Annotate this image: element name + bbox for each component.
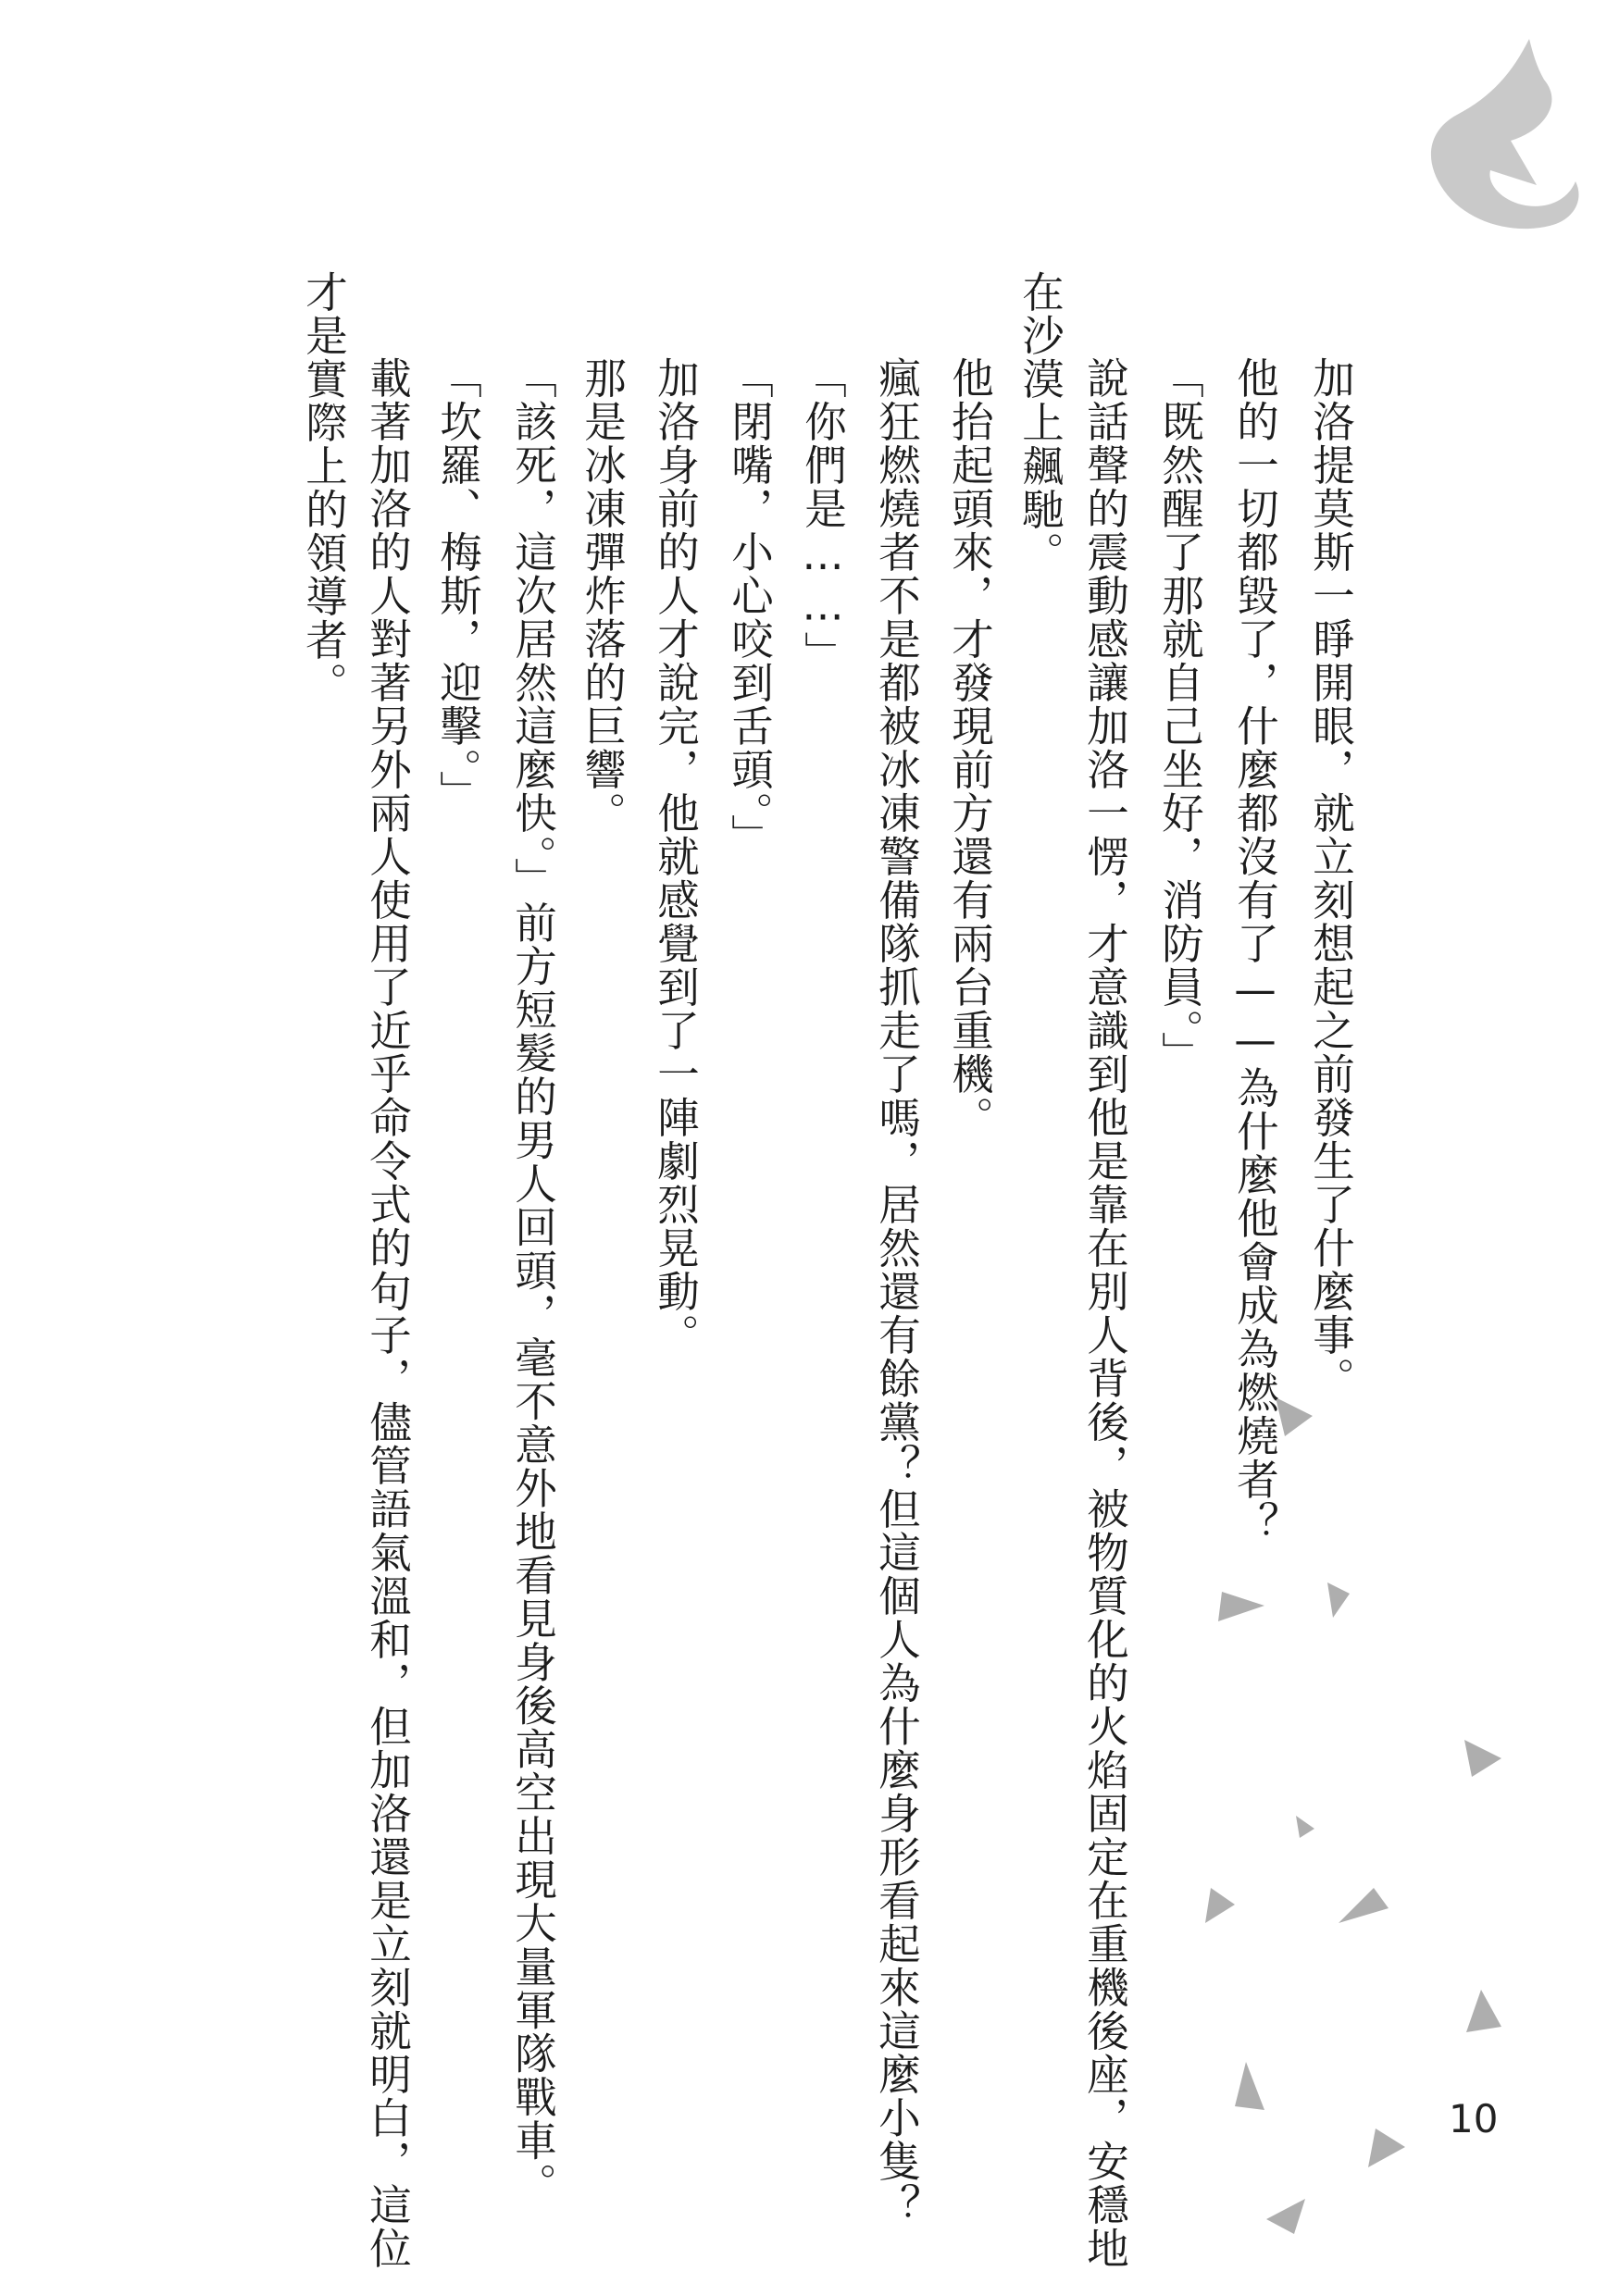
text-column-9: 「閉嘴，小心咬到舌頭。」 [725, 356, 775, 858]
text-column-10: 加洛身前的人才說完，他就感覺到了一陣劇烈晃動。 [651, 356, 701, 1357]
text-column-4: 說話聲的震動感讓加洛一愣，才意識到他是靠在別人背後，被物質化的火焰固定在重機後座，安穩地 [1080, 356, 1130, 2270]
text-column-2: 他的一切都毀了，什麼都沒有了——為什麼他會成為燃燒者？ [1230, 356, 1280, 1545]
text-column-15: 才是實際上的領導者。 [299, 270, 349, 705]
page-number: 10 [1449, 2096, 1499, 2141]
text-column-12: 「該死，這次居然這麼快。」前方短髮的男人回頭，毫不意外地看見身後高空出現大量軍隊戰車。 [508, 356, 558, 2206]
flame-icon [1431, 39, 1579, 229]
text-column-6: 他抬起頭來，才發現前方還有兩台重機。 [945, 356, 995, 1139]
text-column-8: 「你們是……」 [798, 356, 848, 675]
text-column-3: 「既然醒了那就自己坐好，消防員。」 [1155, 356, 1205, 1075]
text-column-11: 那是冰凍彈炸落的巨響。 [578, 356, 628, 835]
text-column-14: 載著加洛的人對著另外兩人使用了近乎命令式的句子，儘管語氣溫和，但加洛還是立刻就明白，這位 [363, 356, 413, 2270]
text-column-13: 「坎羅、梅斯，迎擊。」 [433, 356, 483, 814]
text-column-7: 瘋狂燃燒者不是都被冰凍警備隊抓走了嗎，居然還有餘黨？但這個人為什麼身形看起來這麼小隻？ [872, 356, 922, 2227]
text-column-5: 在沙漠上飆馳。 [1015, 270, 1065, 575]
text-column-1: 加洛提莫斯一睜開眼，就立刻想起之前發生了什麼事。 [1306, 356, 1356, 1400]
